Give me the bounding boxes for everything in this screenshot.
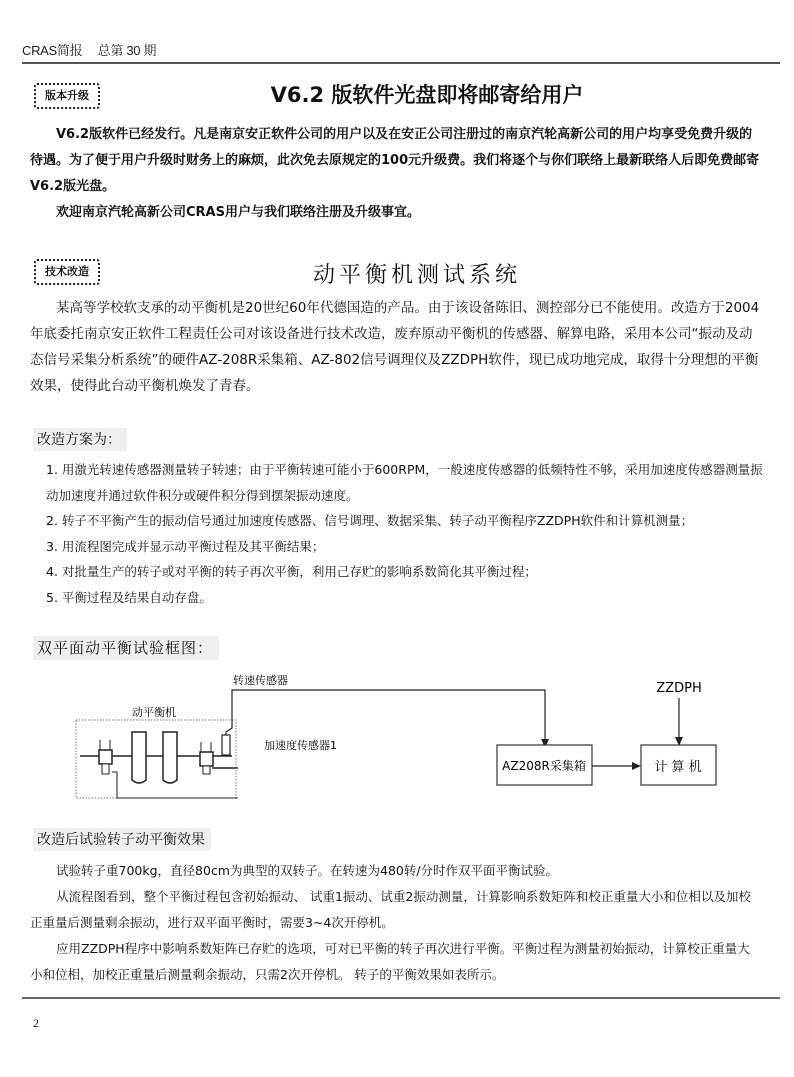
software-label: ZZDPH	[656, 681, 702, 696]
plan-list	[46, 457, 766, 610]
results-paragraph: 试验转子重700kg，直径80cm为典型的双转子。在转速为480转/分时作双平面平衡试验。	[56, 863, 559, 878]
header-rule	[22, 62, 780, 64]
accel-sensor-label: 加速度传感器1	[264, 739, 337, 752]
right-accel-sensor	[203, 766, 210, 774]
speed-sensor	[222, 735, 230, 755]
section1-title: V6.2 版软件光盘即将邮寄给用户	[270, 83, 584, 107]
left-bearing	[99, 750, 112, 764]
computer-label: 计 算 机	[654, 760, 702, 775]
section2-title: 动平衡机测试系统	[312, 263, 521, 288]
daq-box-label: AZ208R采集箱	[502, 759, 586, 773]
publication-name: CRAS简报	[22, 43, 83, 58]
machine-label: 动平衡机	[132, 706, 176, 719]
results-paragraph: 从流程图看到，整个平衡过程包含初始振动、 试重1振动、试重2振动测量，计算影响系数矩阵和校正重量大小和位相以及加校正重量后测量剩余振动，进行双平面平衡时，需要3~4次开停机。	[30, 889, 751, 930]
section-tag-tech: 技术改造	[34, 259, 100, 285]
plan-item: 3. 用流程图完成并显示动平衡过程及其平衡结果；	[46, 538, 325, 554]
section2-intro: 某高等学校软支承的动平衡机是20世纪60年代德国造的产品。由于该设备陈旧、测控部分已不能使用。改造方于2004年底委托南京安正软件工程责任公司对该设备进行技术改造，废弃原动平衡机的传感器、解算电路，采用本公司“振动及动态信号采集分析系统”的硬件AZ-208R采集箱、AZ-802信号调理仪及ZZDPH软件，现已成功地完成，取得十分理想的平衡效果，使得此台动平衡机焕发了青春。	[30, 300, 760, 394]
block-diagram	[0, 660, 794, 810]
section1-paragraph: V6.2版软件已经发行。凡是南京安正软件公司的用户以及在安正公司注册过的南京汽轮高新公司的用户均享受免费升级的待遇。为了便于用户升级时财务上的麻烦，此次免去原规定的100元升级费。我们将逐个与你们联络上最新联络人后即免费邮寄V6.2版光盘。	[30, 127, 760, 194]
plan-item: 4. 对批量生产的转子或对平衡的转子再次平衡，利用己存贮的影响系数简化其平衡过程；	[46, 564, 537, 579]
diagram-heading: 双平面动平衡试验框图：	[33, 636, 219, 660]
speed-sensor-label: 转速传感器	[233, 674, 288, 687]
section-tag-upgrade: 版本升级	[34, 83, 100, 109]
plan-item: 2. 转子不平衡产生的振动信号通过加速度传感器、信号调理、数据采集、转子动平衡程序ZZDPH软件和计算机测量；	[46, 513, 694, 528]
plan-item: 1. 用激光转速传感器测量转子转速；由于平衡转速可能小于600RPM，一般速度传感器的低频特性不够，采用加速度传感器测量振动加速度并通过软件积分或硬件积分得到摆架振动速度。	[46, 462, 763, 503]
speed-signal-line	[226, 690, 545, 745]
issue-number: 总第 30 期	[97, 43, 157, 58]
plan-item: 5. 平衡过程及结果自动存盘。	[46, 589, 212, 605]
page-number: 2	[33, 1016, 39, 1030]
running-header	[22, 40, 168, 59]
results-paragraph: 应用ZZDPH程序中影响系数矩阵已存贮的选项，可对已平衡的转子再次进行平衡。平衡过程为测量初始振动，计算校正重量大小和位相，加校正重量后测量剩余振动，只需2次开停机。 转子的平衡效果如表所示。	[30, 941, 750, 982]
footer-rule	[22, 997, 780, 999]
right-bearing	[200, 752, 213, 766]
section1-paragraph: 欢迎南京汽轮高新公司CRAS用户与我们联络注册及升级事宜。	[56, 205, 420, 220]
rotor-disk	[163, 732, 177, 783]
results-heading: 改造后试验转子动平衡效果	[33, 828, 211, 851]
rotor-disk	[132, 732, 146, 783]
plan-heading: 改造方案为：	[33, 428, 127, 451]
arrow-head	[632, 762, 641, 770]
left-accel-sensor	[102, 764, 109, 774]
